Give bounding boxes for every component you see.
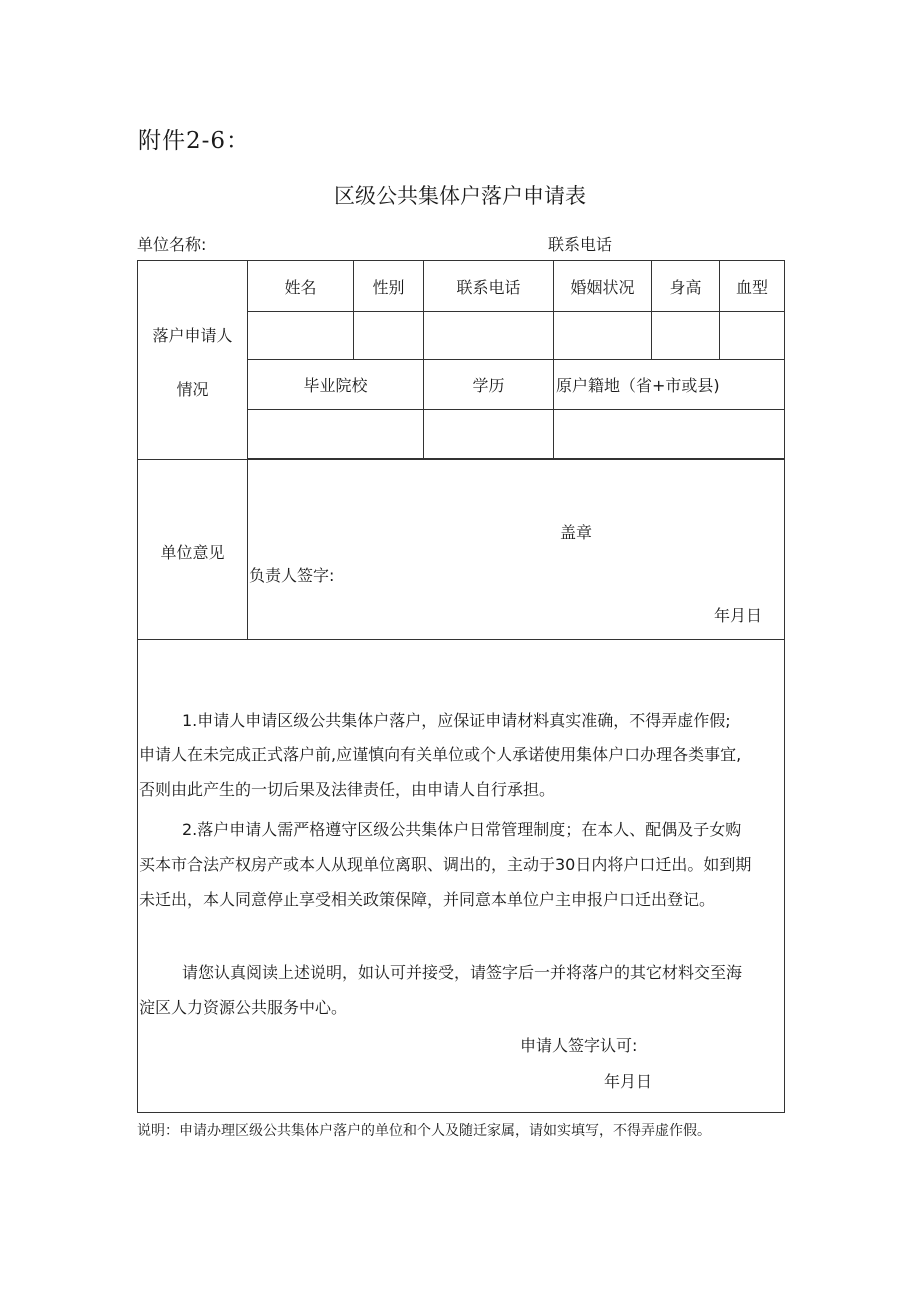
col-header-name: 姓名	[284, 277, 317, 297]
applicant-signature-label: 申请人签字认可:	[520, 1036, 638, 1055]
name-input-cell[interactable]	[248, 312, 353, 359]
application-form-table	[137, 260, 785, 1113]
acknowledgement-line1: 请您认真阅读上述说明，如认可并接受，请签字后一并将落户的其它材料交至海	[182, 963, 743, 982]
unit-opinion-label: 单位意见	[160, 542, 225, 562]
responsible-signature-label: 负责人签字:	[249, 566, 335, 585]
col-header-gender: 性别	[372, 277, 405, 297]
form-title: 区级公共集体户落户申请表	[334, 184, 586, 208]
col-header-blood-type: 血型	[735, 277, 768, 297]
col-header-origin: 原户籍地（省+市或县)	[556, 376, 720, 395]
col-header-phone: 联系电话	[456, 277, 521, 297]
unit-name-label: 单位名称:	[137, 235, 207, 254]
declaration-item2-line2: 买本市合法产权房产或本人从现单位离职、调出的，主动于30日内将户口迁出。如到期	[139, 855, 752, 874]
declaration-item1-line1: 1.申请人申请区级公共集体户落户，应保证申请材料真实准确，不得弄虚作假;	[182, 711, 731, 730]
contact-phone-label: 联系电话	[548, 235, 613, 254]
col-header-marital-status: 婚姻状况	[570, 277, 635, 297]
gender-input-cell[interactable]	[354, 312, 423, 359]
origin-input-cell[interactable]	[554, 410, 784, 458]
blood-type-input-cell[interactable]	[720, 312, 784, 359]
attachment-label: 附件2-6：	[138, 128, 251, 154]
education-input-cell[interactable]	[424, 410, 553, 458]
declaration-item1-line3: 否则由此产生的一切后果及法律责任，由申请人自行承担。	[139, 780, 556, 799]
col-header-school: 毕业院校	[303, 376, 368, 395]
phone-input-cell[interactable]	[424, 312, 553, 359]
school-input-cell[interactable]	[248, 410, 423, 458]
opinion-date-label: 年月日	[714, 606, 763, 625]
declaration-item2-line1: 2.落户申请人需严格遵守区级公共集体户日常管理制度；在本人、配偶及子女购	[182, 820, 742, 839]
marital-status-input-cell[interactable]	[554, 312, 651, 359]
applicant-section-label: 落户申请人	[152, 325, 233, 345]
col-header-education: 学历	[472, 376, 505, 395]
acknowledgement-line2: 淀区人力资源公共服务中心。	[139, 998, 348, 1017]
height-input-cell[interactable]	[652, 312, 719, 359]
seal-label: 盖章	[560, 523, 593, 542]
col-header-height: 身高	[669, 277, 702, 297]
footer-note: 说明：申请办理区级公共集体户落户的单位和个人及随迁家属，请如实填写，不得弄虚作假。	[137, 1123, 711, 1139]
declaration-item2-line3: 未迁出，本人同意停止享受相关政策保障，并同意本单位户主申报户口迁出登记。	[139, 890, 716, 909]
declaration-item1-line2: 申请人在未完成正式落户前,应谨慎向有关单位或个人承诺使用集体户口办理各类事宜,	[139, 745, 742, 764]
applicant-section-label-cont: 情况	[176, 379, 209, 399]
applicant-date-label: 年月日	[604, 1072, 653, 1091]
